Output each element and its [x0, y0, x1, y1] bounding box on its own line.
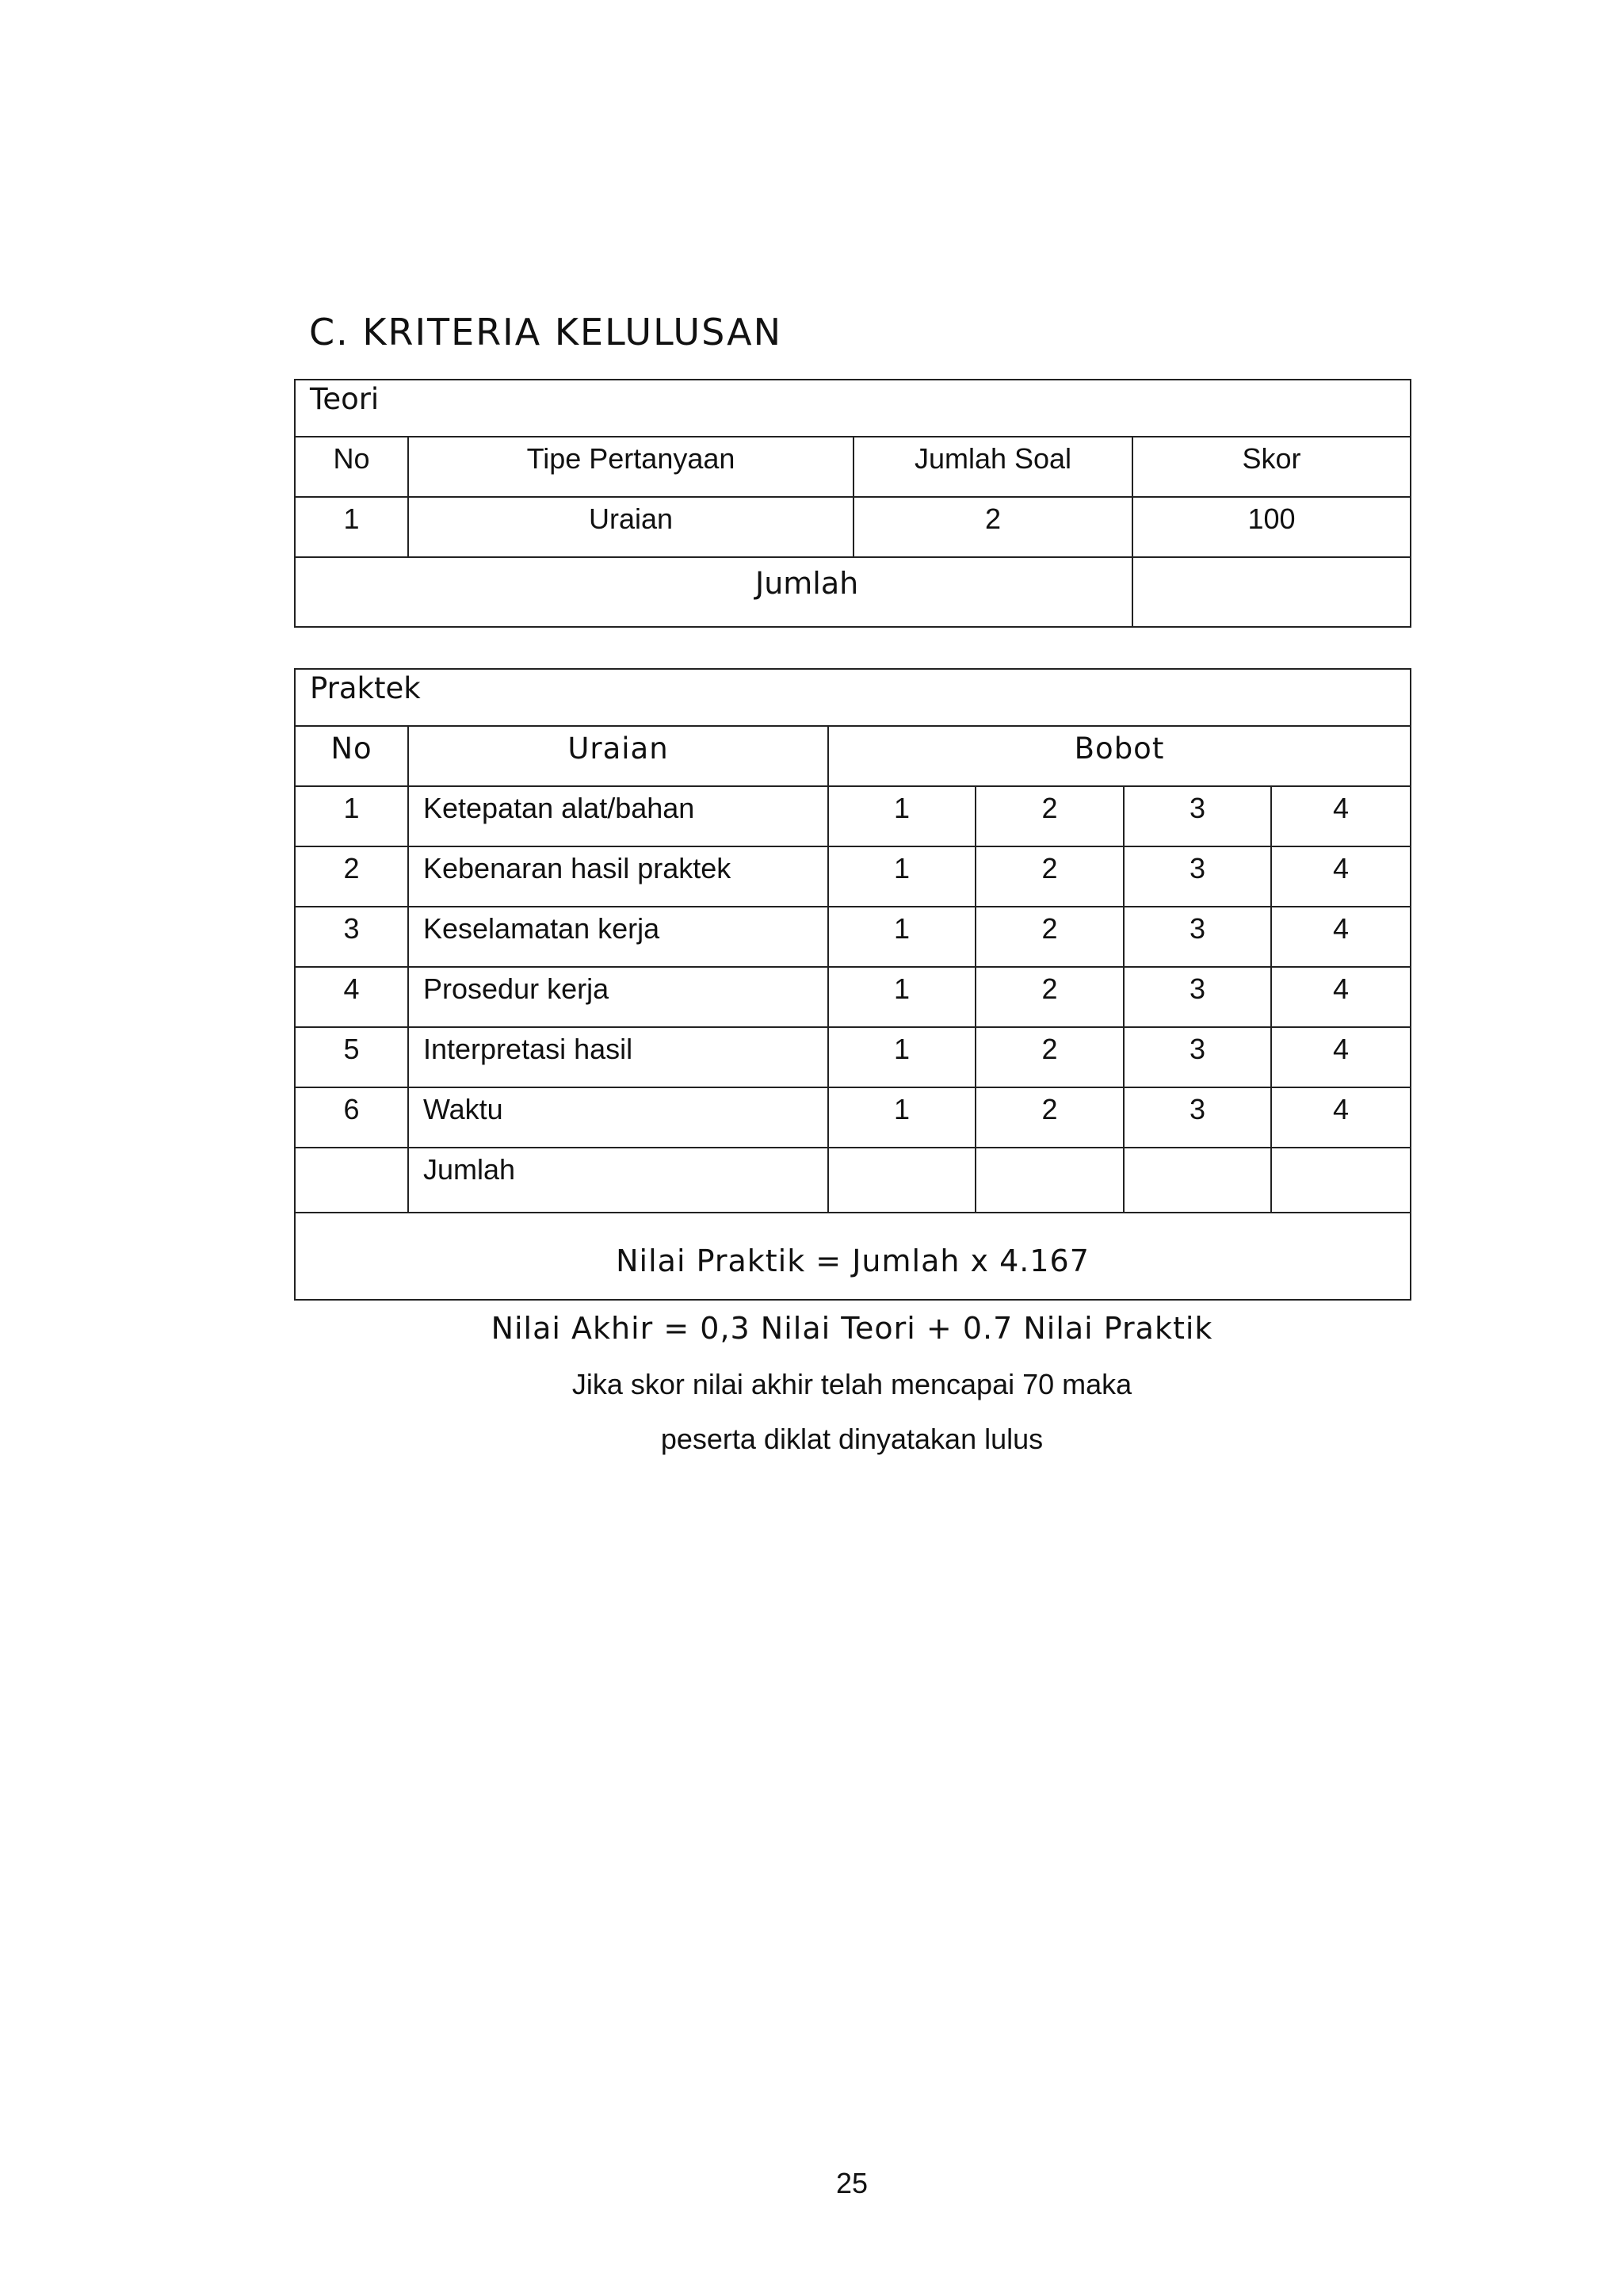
praktek-cell-bobot-2: 2	[976, 967, 1124, 1027]
praktek-cell-uraian: Prosedur kerja	[408, 967, 828, 1027]
table-row	[295, 967, 1411, 1027]
teori-header-jumlah-soal: Jumlah Soal	[854, 437, 1132, 497]
table-row	[295, 786, 1411, 846]
table-row	[295, 907, 1411, 967]
praktek-header-uraian: Uraian	[408, 726, 828, 786]
teori-total-value	[1132, 557, 1411, 627]
teori-cell-jumlah-soal: 2	[854, 497, 1132, 557]
praktek-cell-bobot-1: 1	[828, 786, 976, 846]
praktek-total-no	[295, 1148, 408, 1213]
praktek-title: Praktek	[295, 669, 1411, 726]
final-score-formula: Nilai Akhir = 0,3 Nilai Teori + 0.7 Nilai Praktik	[491, 1311, 1213, 1346]
praktek-cell-bobot-3: 3	[1124, 907, 1271, 967]
praktek-cell-bobot-2: 2	[976, 1027, 1124, 1087]
praktek-cell-bobot-4: 4	[1271, 1087, 1411, 1148]
praktek-cell-no: 3	[295, 907, 408, 967]
table-row	[295, 1027, 1411, 1087]
passing-note-line-1: Jika skor nilai akhir telah mencapai 70 maka	[571, 1368, 1132, 1400]
praktek-cell-bobot-1: 1	[828, 967, 976, 1027]
praktek-cell-bobot-1: 1	[828, 1027, 976, 1087]
praktek-cell-no: 1	[295, 786, 408, 846]
praktek-cell-uraian: Kebenaran hasil praktek	[408, 846, 828, 907]
praktek-total-bobot-4	[1271, 1148, 1411, 1213]
table-row	[295, 846, 1411, 907]
praktek-cell-uraian: Keselamatan kerja	[408, 907, 828, 967]
praktek-cell-bobot-3: 3	[1124, 1087, 1271, 1148]
praktek-header-bobot: Bobot	[828, 726, 1411, 786]
praktek-cell-uraian: Interpretasi hasil	[408, 1027, 828, 1087]
praktek-cell-bobot-2: 2	[976, 907, 1124, 967]
section-heading: C. KRITERIA KELULUSAN	[309, 311, 783, 353]
praktek-cell-bobot-1: 1	[828, 907, 976, 967]
praktek-cell-bobot-4: 4	[1271, 1027, 1411, 1087]
teori-cell-skor: 100	[1132, 497, 1411, 557]
praktek-cell-no: 2	[295, 846, 408, 907]
teori-cell-tipe: Uraian	[408, 497, 854, 557]
praktek-cell-bobot-4: 4	[1271, 967, 1411, 1027]
praktek-total-label: Jumlah	[408, 1148, 828, 1213]
praktek-cell-bobot-3: 3	[1124, 967, 1271, 1027]
praktek-cell-no: 5	[295, 1027, 408, 1087]
praktek-cell-bobot-2: 2	[976, 1087, 1124, 1148]
praktek-cell-bobot-2: 2	[976, 786, 1124, 846]
praktek-table	[294, 668, 1411, 1301]
praktek-formula: Nilai Praktik = Jumlah x 4.167	[295, 1213, 1411, 1300]
praktek-header-no: No	[295, 726, 408, 786]
praktek-cell-bobot-4: 4	[1271, 907, 1411, 967]
table-row	[295, 497, 1411, 557]
praktek-cell-bobot-3: 3	[1124, 1027, 1271, 1087]
praktek-cell-bobot-4: 4	[1271, 786, 1411, 846]
praktek-cell-bobot-4: 4	[1271, 846, 1411, 907]
praktek-cell-bobot-3: 3	[1124, 846, 1271, 907]
teori-header-skor: Skor	[1132, 437, 1411, 497]
praktek-cell-bobot-3: 3	[1124, 786, 1271, 846]
table-row	[295, 1087, 1411, 1148]
praktek-cell-bobot-1: 1	[828, 846, 976, 907]
teori-header-tipe: Tipe Pertanyaan	[408, 437, 854, 497]
praktek-total-bobot-2	[976, 1148, 1124, 1213]
passing-note-line-2: peserta diklat dinyatakan lulus	[660, 1423, 1044, 1455]
praktek-total-bobot-1	[828, 1148, 976, 1213]
teori-title: Teori	[295, 380, 1411, 437]
praktek-cell-bobot-2: 2	[976, 846, 1124, 907]
teori-cell-no: 1	[295, 497, 408, 557]
praktek-cell-bobot-1: 1	[828, 1087, 976, 1148]
praktek-cell-uraian: Waktu	[408, 1087, 828, 1148]
page-number: 25	[835, 2167, 869, 2199]
teori-table	[294, 379, 1411, 628]
praktek-total-bobot-3	[1124, 1148, 1271, 1213]
praktek-cell-no: 4	[295, 967, 408, 1027]
praktek-cell-uraian: Ketepatan alat/bahan	[408, 786, 828, 846]
praktek-cell-no: 6	[295, 1087, 408, 1148]
teori-total-label: Jumlah	[295, 557, 1132, 627]
teori-header-no: No	[295, 437, 408, 497]
